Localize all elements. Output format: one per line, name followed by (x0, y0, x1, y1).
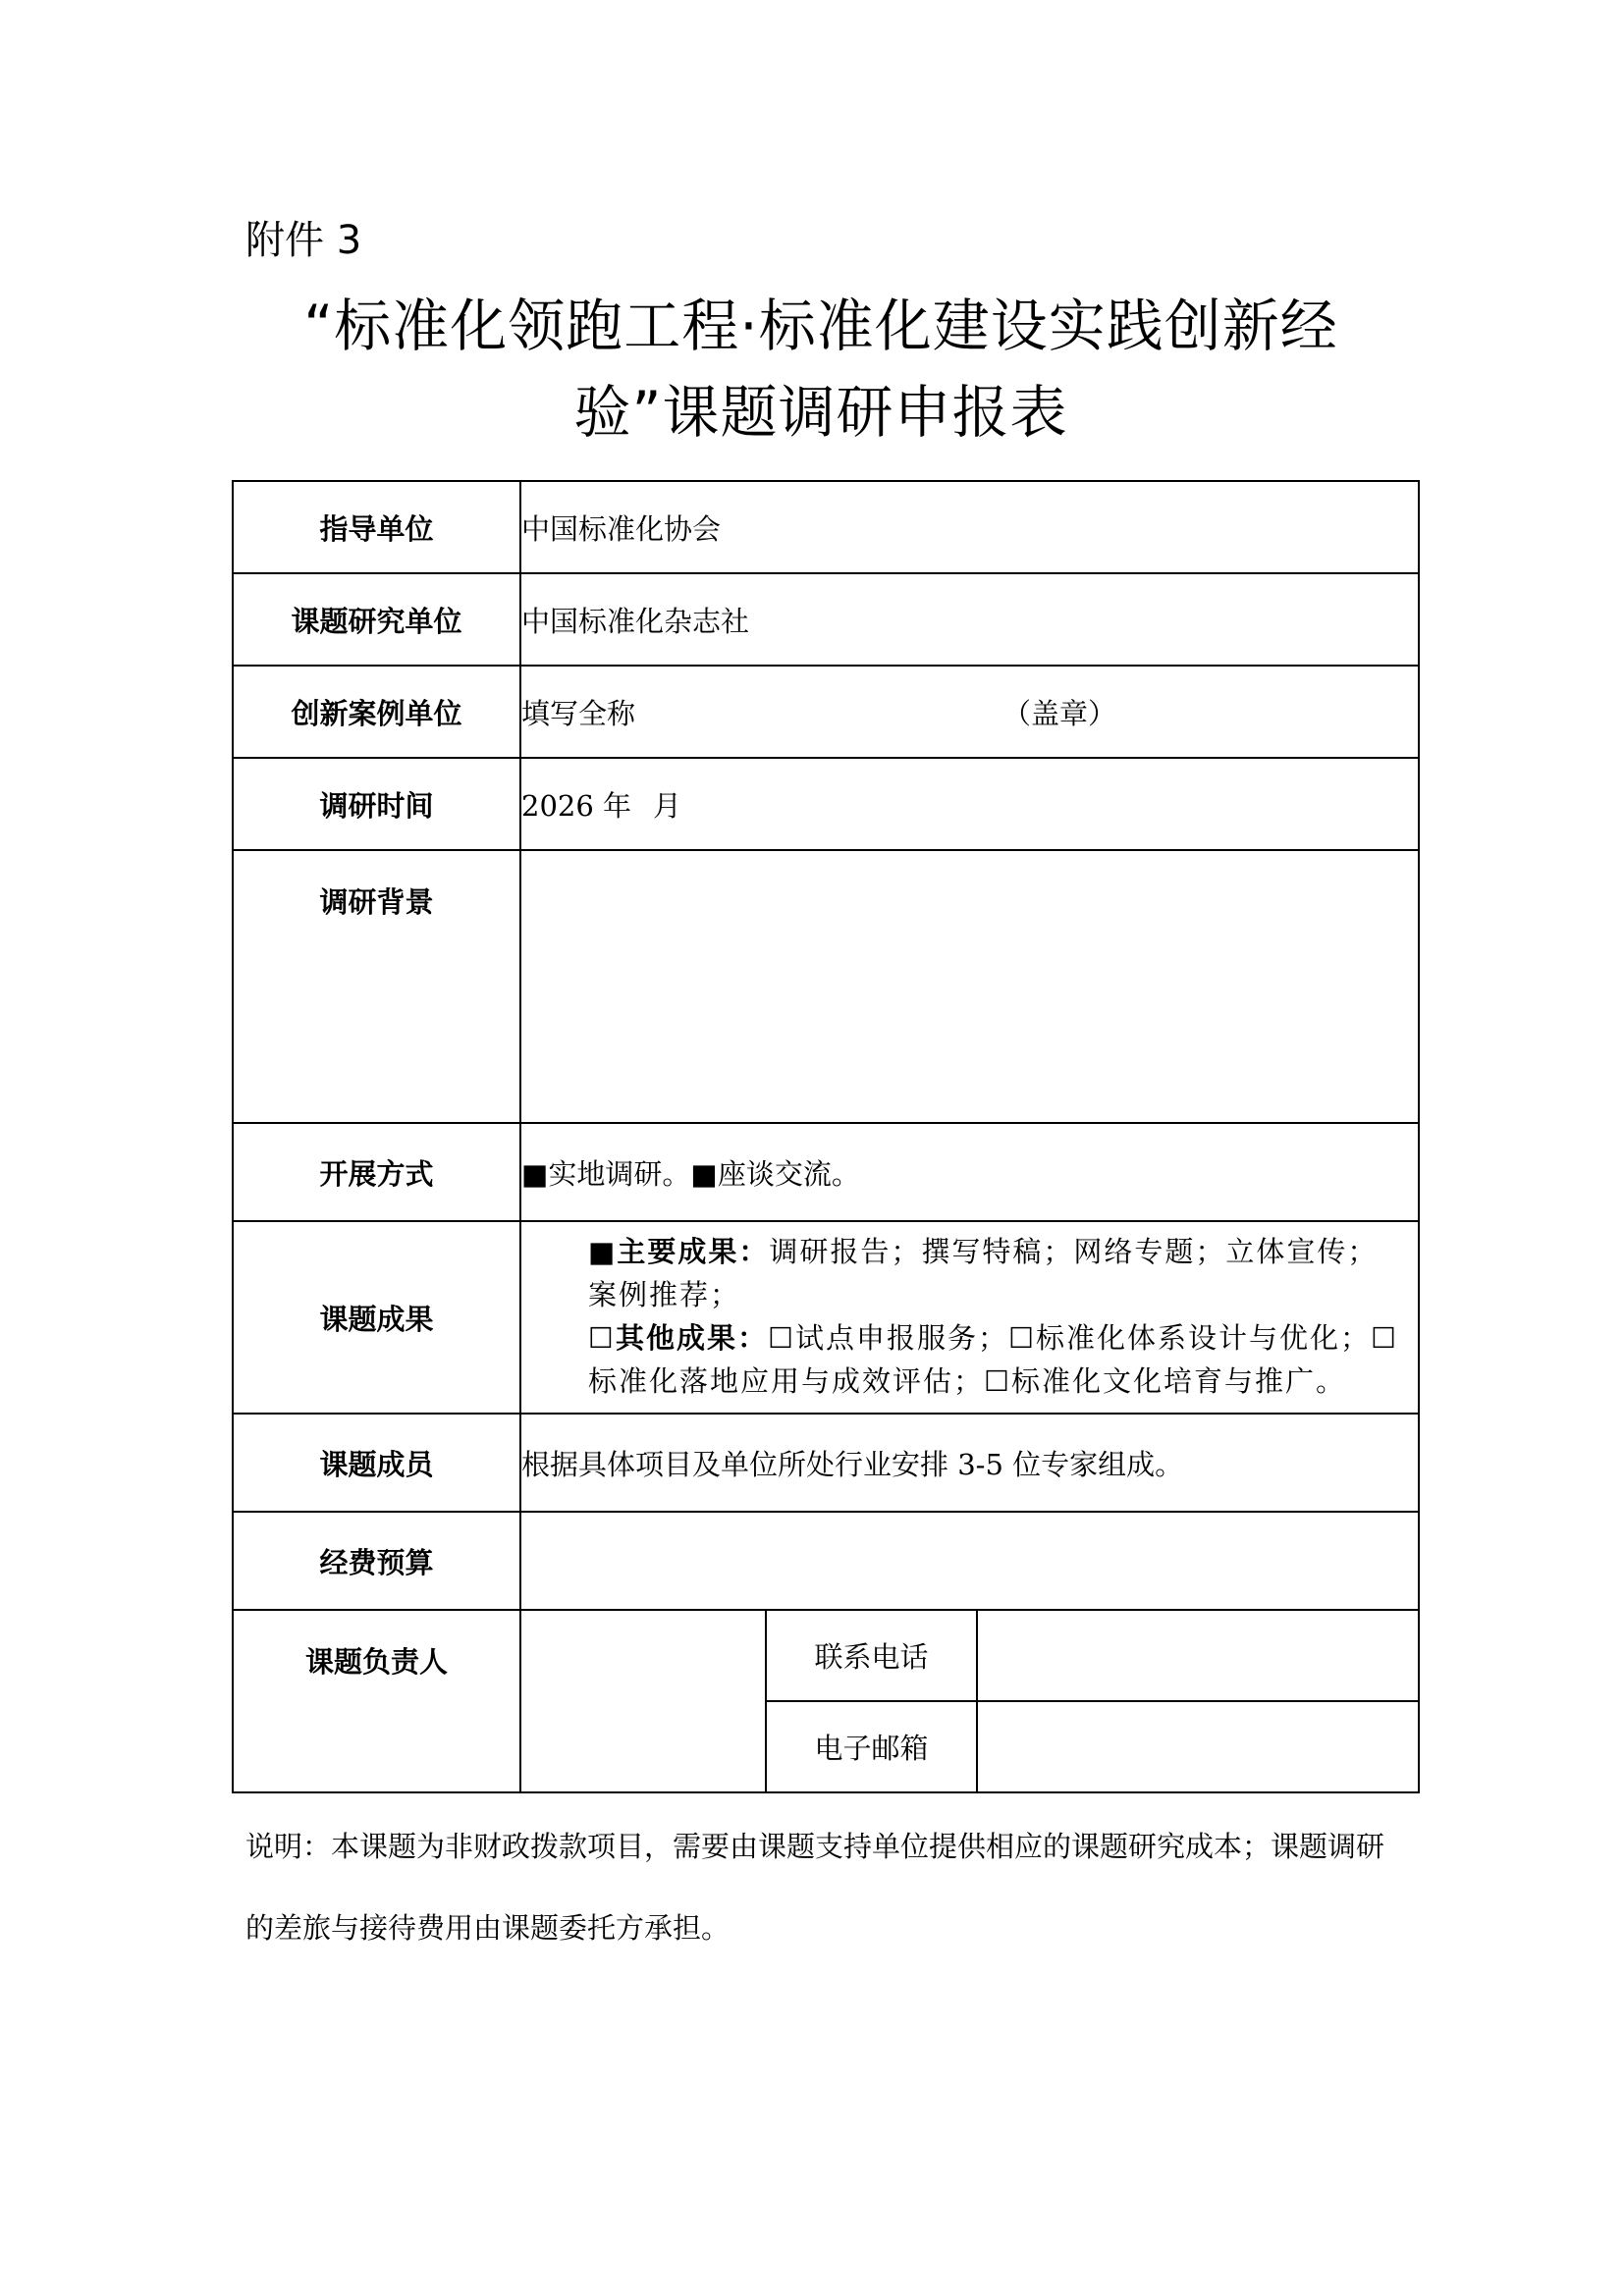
row-research-time (233, 758, 1419, 850)
checkbox-main-results[interactable]: ■ (588, 1235, 618, 1268)
research-time-field[interactable] (520, 758, 1419, 850)
budget-value[interactable] (520, 1512, 1419, 1610)
email-value[interactable] (977, 1701, 1419, 1792)
guide-unit-label: 指导单位 (233, 481, 520, 573)
research-time-month: 月 (653, 788, 682, 823)
method-site-visit: 实地调研。 (548, 1156, 691, 1191)
results-content (520, 1221, 1419, 1414)
main-results (539, 1230, 1404, 1316)
application-form-table (232, 480, 1420, 1793)
leader-label: 课题负责人 (233, 1610, 520, 1792)
row-guide-unit (233, 481, 1419, 573)
row-case-unit (233, 666, 1419, 758)
case-unit-value: 填写全称 (521, 696, 636, 730)
background-label: 调研背景 (233, 850, 520, 1123)
other-result-item[interactable]: ☐标准化体系设计与优化； (1008, 1321, 1372, 1355)
budget-label: 经费预算 (233, 1512, 520, 1610)
checkbox-other-results[interactable]: ☐ (588, 1321, 616, 1355)
main-results-text: 调研报告；撰写特稿；网络专题；立体宣传；案例推荐； (588, 1235, 1379, 1311)
case-unit-field[interactable] (520, 666, 1419, 758)
row-method (233, 1123, 1419, 1221)
row-leader-phone (233, 1610, 1419, 1701)
method-options (520, 1123, 1419, 1221)
results-label: 课题成果 (233, 1221, 520, 1414)
row-members (233, 1414, 1419, 1512)
footnote-line-2: 的差旅与接待费用由课题委托方承担。 (245, 1911, 731, 1945)
research-time-year: 2026 年 (521, 788, 632, 823)
method-label: 开展方式 (233, 1123, 520, 1221)
title-line-2: 验”课题调研申报表 (573, 379, 1068, 446)
form-title (232, 283, 1410, 455)
row-results (233, 1221, 1419, 1414)
checkbox-discussion[interactable]: ■ (690, 1156, 718, 1191)
leader-name-value[interactable] (520, 1610, 766, 1792)
footnote-line-1: 说明：本课题为非财政拨款项目，需要由课题支持单位提供相应的课题研究成本；课题调研 (245, 1830, 1385, 1863)
footnote (245, 1806, 1424, 1969)
main-results-title: 主要成果： (617, 1235, 770, 1268)
research-unit-label: 课题研究单位 (233, 573, 520, 666)
row-research-unit (233, 573, 1419, 666)
phone-label: 联系电话 (766, 1610, 977, 1701)
research-unit-value[interactable]: 中国标准化杂志社 (520, 573, 1419, 666)
members-label: 课题成员 (233, 1414, 520, 1512)
other-results (539, 1316, 1404, 1403)
background-value[interactable] (520, 850, 1419, 1123)
title-line-1: “标准化领跑工程·标准化建设实践创新经 (303, 293, 1338, 359)
attachment-label: 附件 3 (245, 218, 362, 263)
other-result-item[interactable]: ☐标准化落地应用与成效评估； (588, 1321, 1399, 1398)
row-background (233, 850, 1419, 1123)
checkbox-site-visit[interactable]: ■ (521, 1156, 549, 1191)
seal-note: （盖章） (1002, 696, 1117, 730)
other-results-title: 其他成果： (616, 1321, 769, 1355)
other-result-item[interactable]: ☐标准化文化培育与推广。 (984, 1364, 1347, 1398)
members-value[interactable]: 根据具体项目及单位所处行业安排 3-5 位专家组成。 (520, 1414, 1419, 1512)
research-time-label: 调研时间 (233, 758, 520, 850)
row-budget (233, 1512, 1419, 1610)
email-label: 电子邮箱 (766, 1701, 977, 1792)
guide-unit-value[interactable]: 中国标准化协会 (520, 481, 1419, 573)
other-result-item[interactable]: ☐试点申报服务； (768, 1321, 1009, 1355)
case-unit-label: 创新案例单位 (233, 666, 520, 758)
method-discussion: 座谈交流。 (717, 1156, 860, 1191)
phone-value[interactable] (977, 1610, 1419, 1701)
